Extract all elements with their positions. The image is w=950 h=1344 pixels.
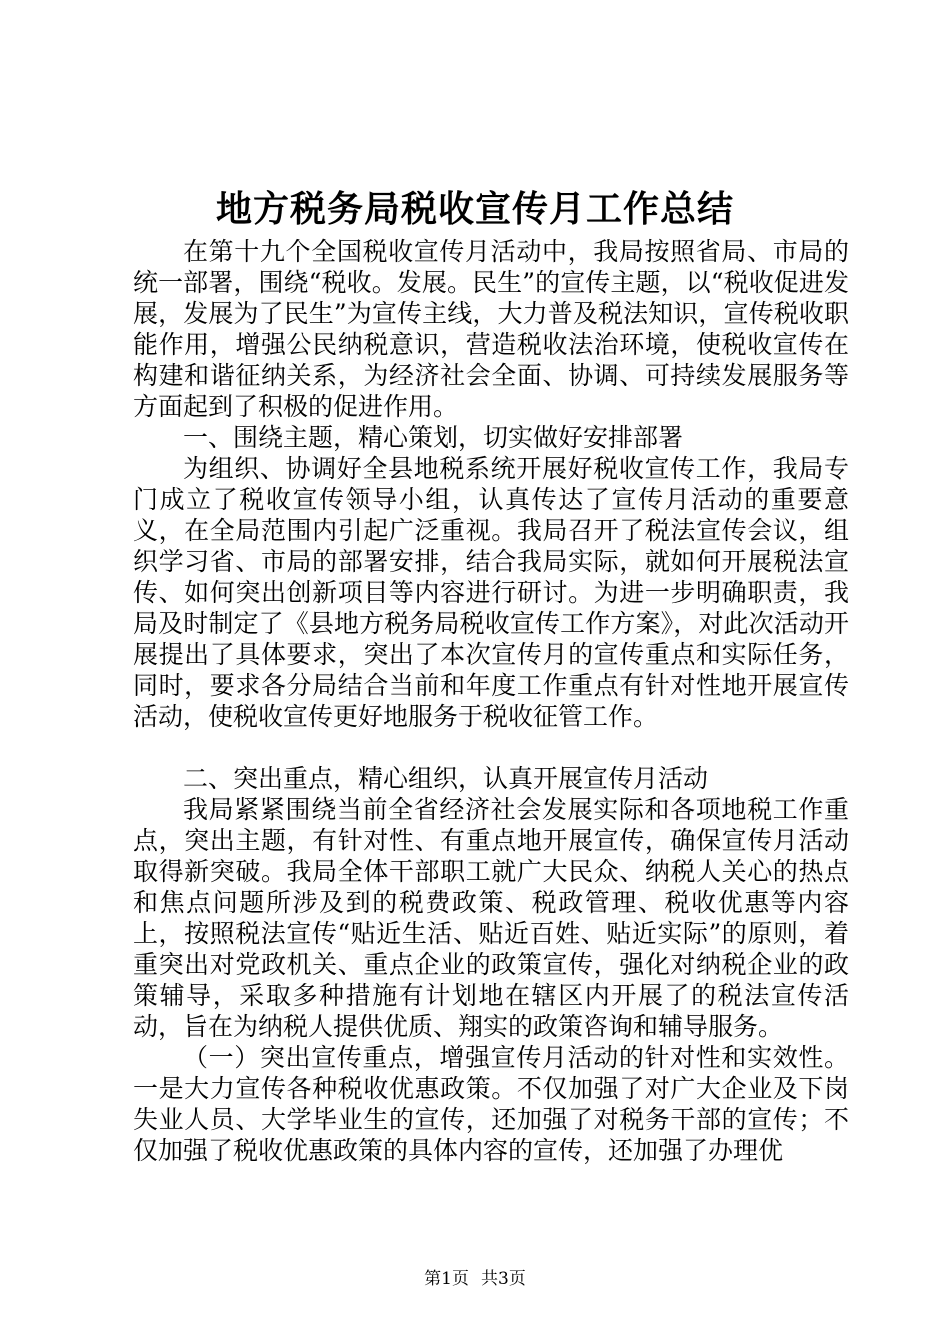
paragraph-section-1: 为组织、协调好全县地税系统开展好税收宣传工作，我局专门成立了税收宣传领导小组，认真传达了宣传月活动的重要意义，在全局范围内引起广泛重视。我局召开了税法宣传会议，组织学习省、市局的部署安排，结合我局实际，就如何开展税法宣传、如何突出创新项目等内容进行研讨。为进一步明确职责，我局及时制定了《县地方税务局税收宣传工作方案》，对此次活动开展提出了具体要求，突出了本次宣传月的宣传重点和实际任务，同时，要求各分局结合当前和年度工作重点有针对性地开展宣传活动，使税收宣传更好地服务于税收征管工作。 xyxy=(133,454,849,731)
page-footer xyxy=(0,1268,950,1290)
section-heading-1: 一、围绕主题，精心策划，切实做好安排部署 xyxy=(183,423,684,452)
page-number: 第1页 xyxy=(424,1269,469,1289)
document-body xyxy=(133,236,849,1166)
paragraph-section-2: 我局紧紧围绕当前全省经济社会发展实际和各项地税工作重点，突出主题，有针对性、有重点地开展宣传，确保宣传月活动取得新突破。我局全体干部职工就广大民众、纳税人关心的热点和焦点问题所涉及到的税费政策、税政管理、税收优惠等内容上，按照税法宣传“贴近生活、贴近百姓、贴近实际”的原则，着重突出对党政机关、重点企业的政策宣传，强化对纳税企业的政策辅导，采取多种措施有计划地在辖区内开展了的税法宣传活动，旨在为纳税人提供优质、翔实的政策咨询和辅导服务。 xyxy=(133,795,849,1041)
document-title: 地方税务局税收宣传月工作总结 xyxy=(215,188,734,230)
paragraph-subsection-1: （一）突出宣传重点，增强宣传月活动的针对性和实效性。一是大力宣传各种税收优惠政策。不仅加强了对广大企业及下岗失业人员、大学毕业生的宣传，还加强了对税务干部的宣传；不仅加强了税收优惠政策的具体内容的宣传，还加强了办理优 xyxy=(133,1043,849,1165)
paragraph-intro: 在第十九个全国税收宣传月活动中，我局按照省局、市局的统一部署，围绕“税收。发展。民生”的宣传主题，以“税收促进发展，发展为了民生”为宣传主线，大力普及税法知识，宣传税收职能作用，增强公民纳税意识，营造税收法治环境，使税收宣传在构建和谐征纳关系，为经济社会全面、协调、可持续发展服务等方面起到了积极的促进作用。 xyxy=(133,237,849,421)
paragraph-gap xyxy=(133,732,849,763)
page-total: 共3页 xyxy=(481,1269,526,1289)
section-heading-2: 二、突出重点，精心组织，认真开展宣传月活动 xyxy=(183,764,709,793)
